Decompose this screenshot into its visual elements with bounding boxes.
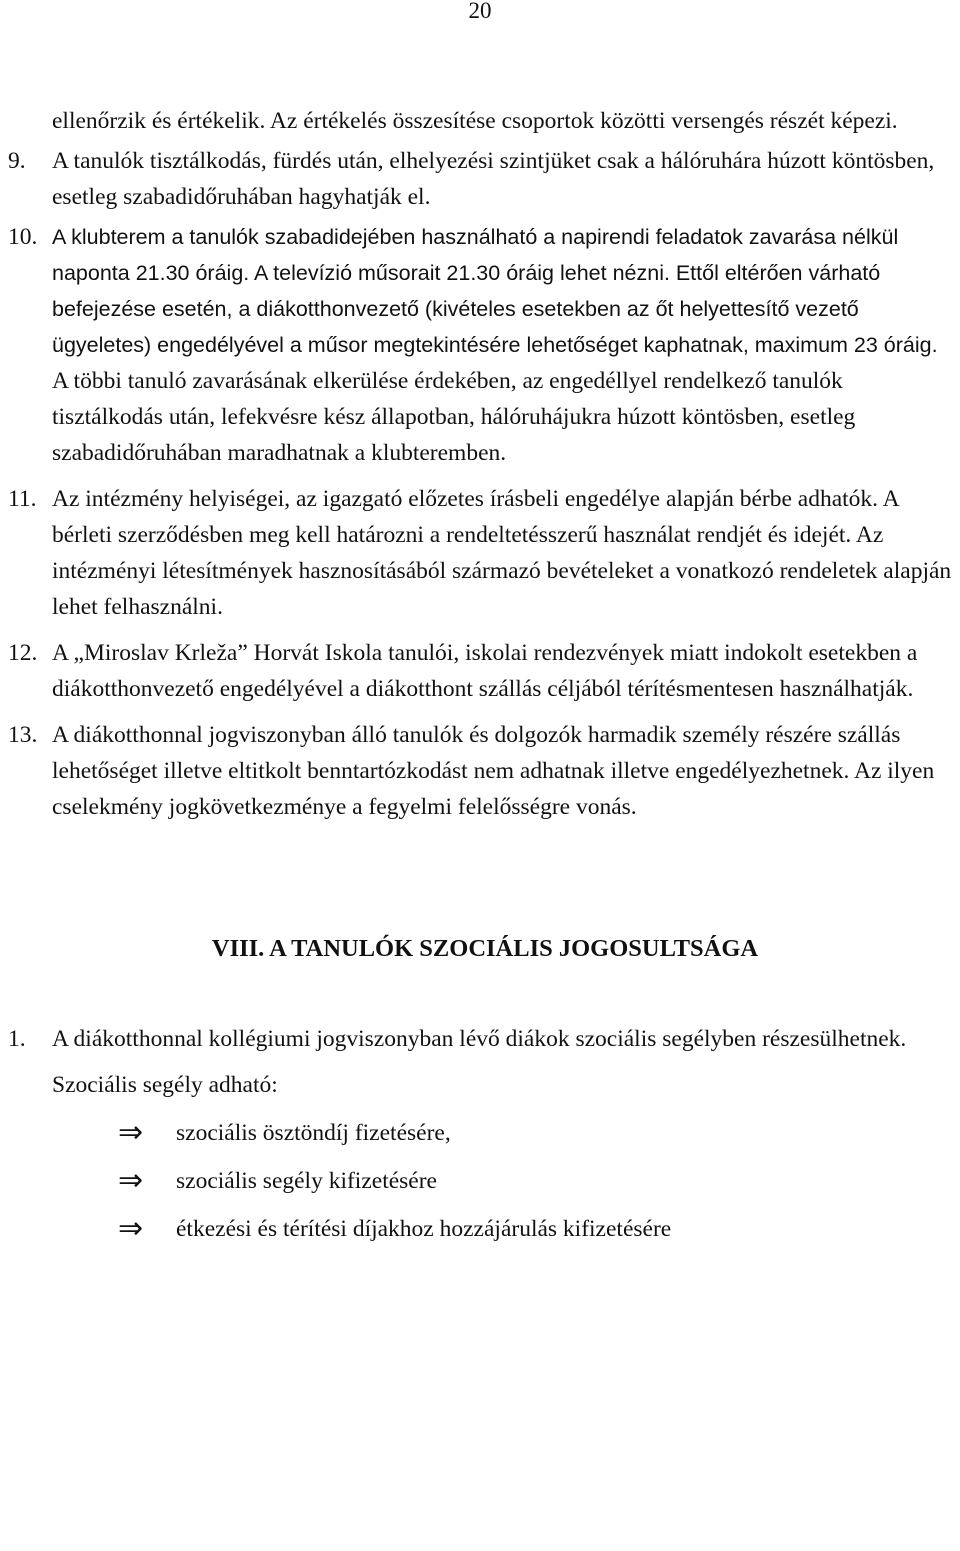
item-text: Az intézmény helyiségei, az igazgató előzetes írásbeli engedélye alapján bérbe adhatók. A bérleti szerződésben meg kell határozni a rendeltetésszerű használat rendjét és idejét. Az intézményi létesítmények hasznosításából származó bevételeket a vonatkozó rendeletek alapján lehet felhasználni. [52,486,952,620]
paragraph-text: ellenőrzik és értékelik. Az értékelés összesítése csoportok közötti versengés részét képezi. [52,108,898,134]
item-text: A diákotthonnal jogviszonyban álló tanulók és dolgozók harmadik személy részére szállás lehetőséget illetve eltitkolt benntartózkodást nem adhatnak illetve engedélyezhetnek. Az ilyen cselekmény jogkövetkezménye a fegyelmi felelősségre vonás. [52,722,935,820]
bullet-text: szociális ösztöndíj fizetésére, [176,1120,451,1146]
list-item-11 [0,481,960,625]
item-number: 9. [8,148,26,174]
list-item-9 [0,143,960,215]
item-text-sans-2: Ettől eltérően várható befejezése esetén, a diákotthonvezető (kivételes esetekben az őt helyettesítő vezető ügyeletes) engedélyével a műsor megtekintésére lehetőséget kaphatnak, maximum 23 óráig. [52,261,938,357]
bullet-intro: Szociális segély adható: [52,1072,278,1098]
item-number: 1. [8,1026,26,1052]
double-arrow-icon: ⇒ [118,1163,144,1198]
item-number: 13. [8,722,38,748]
continuation-paragraph [0,103,960,139]
double-arrow-icon: ⇒ [118,1115,144,1150]
list-item-13 [0,717,960,825]
item-text-sans: A klubterem a tanulók szabadidejében használható a napirendi feladatok zavarása nélkül naponta 21.30 óráig. A televízió műsorait 21.30 óráig lehet nézni. [52,225,899,285]
item-number: 11. [8,486,37,512]
bullet-item [0,1115,960,1163]
bullet-item [0,1163,960,1211]
section-list-item-1 [0,1021,960,1057]
item-text: A diákotthonnal kollégiumi jogviszonyban lévő diákok szociális segélyben részesülhetnek. [52,1026,907,1052]
bullet-item [0,1211,960,1259]
item-text: A többi tanuló zavarásának elkerülése érdekében, az engedéllyel rendelkező tanulók tisztálkodás után, lefekvésre kész állapotban, hálóruhájukra húzott köntösben, esetleg szabadidőruhában maradhatnak a klubteremben. [52,368,856,466]
item-text: A tanulók tisztálkodás, fürdés után, elhelyezési szintjüket csak a hálóruhára húzott köntösben, esetleg szabadidőruhában hagyhatják el. [52,148,935,210]
bullet-text: szociális segély kifizetésére [176,1168,437,1194]
page-number: 20 [468,0,492,23]
item-text: A „Miroslav Krleža” Horvát Iskola tanulói, iskolai rendezvények miatt indokolt esetekben a diákotthonvezető engedélyével a diákotthont szállás céljából térítésmentesen használhatják. [52,640,918,702]
bullet-text: étkezési és térítési díjakhoz hozzájárulás kifizetésére [176,1216,672,1242]
section-heading: VIII. A TANULÓK SZOCIÁLIS JOGOSULTSÁGA [211,935,759,962]
item-number: 12. [8,640,38,666]
list-item-12 [0,635,960,707]
item-number: 10. [8,224,38,250]
double-arrow-icon: ⇒ [118,1211,144,1246]
bullet-list [0,1115,960,1259]
document-body [0,103,960,1259]
list-item-10 [0,219,960,471]
